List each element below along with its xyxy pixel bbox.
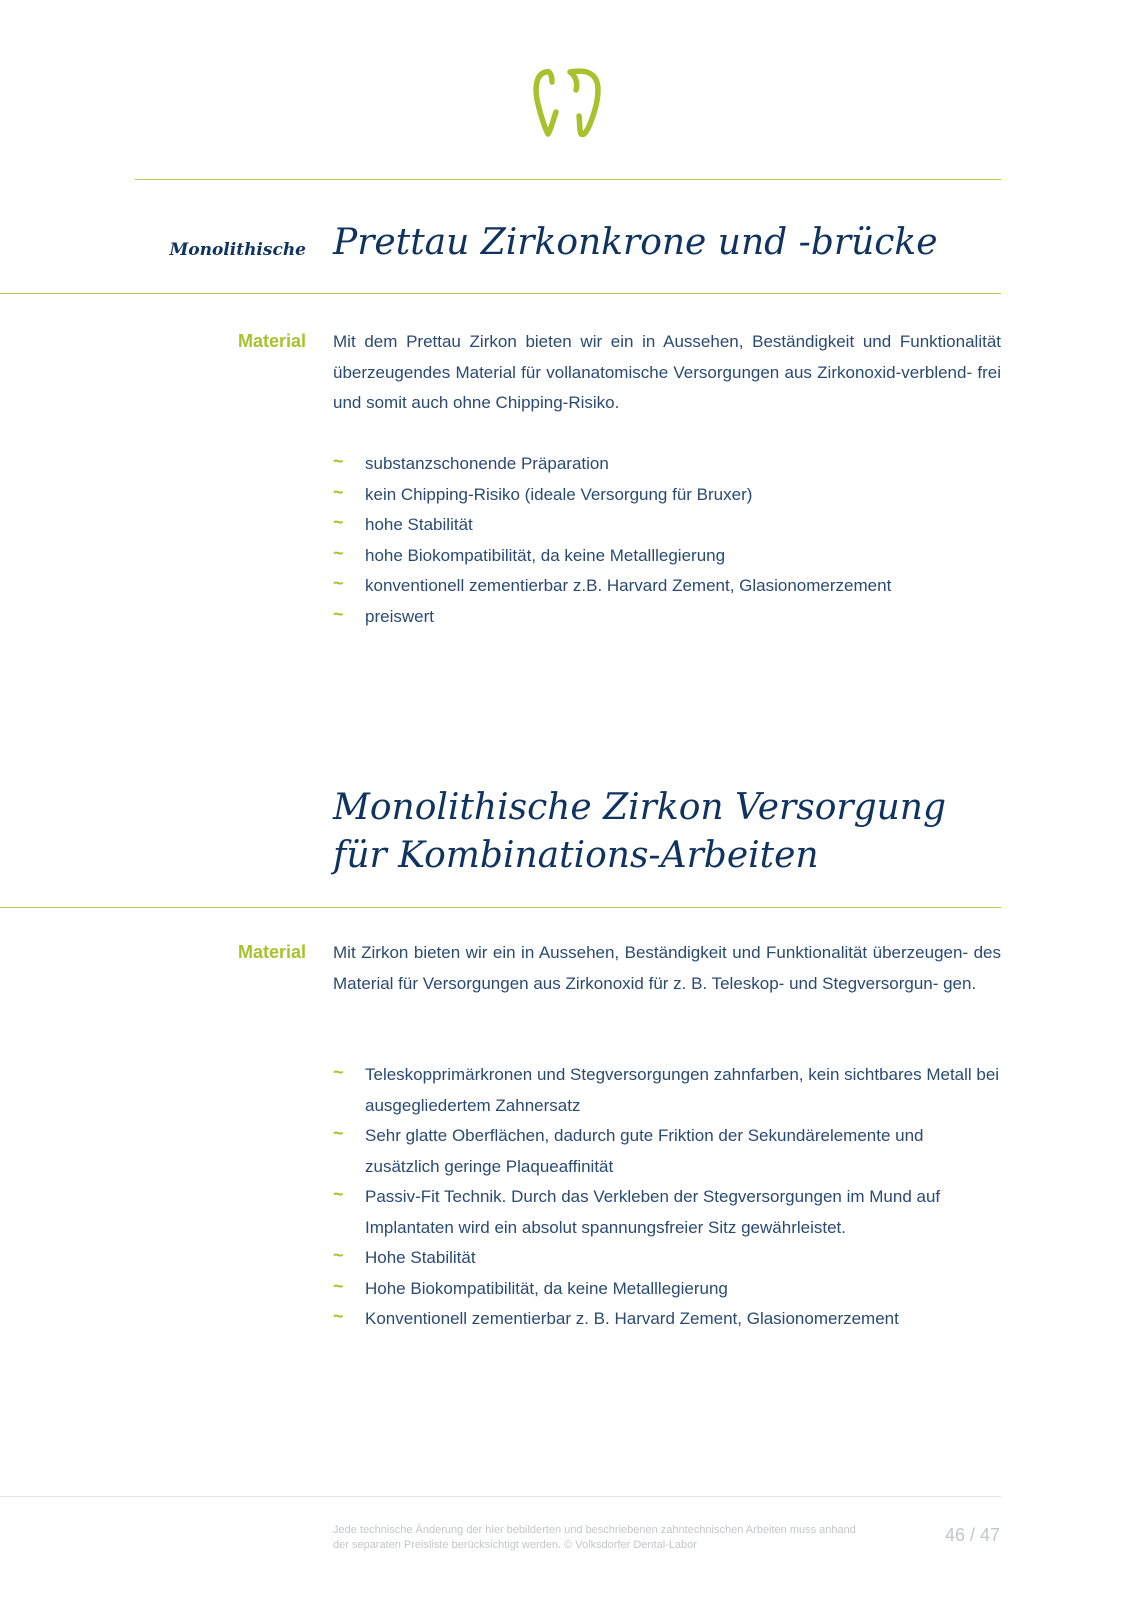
list-item: ~ Teleskopprimärkronen und Stegversorgungen zahnfarben, kein sichtbares Metall bei ausgegliedertem Zahnersatz xyxy=(333,1060,1001,1121)
tilde-icon: ~ xyxy=(333,1062,344,1082)
tooth-icon xyxy=(532,68,604,138)
section2-bullet-list xyxy=(333,1060,1001,1335)
tilde-icon: ~ xyxy=(333,542,344,563)
tilde-icon: ~ xyxy=(333,512,344,532)
tilde-icon: ~ xyxy=(333,603,344,624)
section1-material-label: Material xyxy=(237,331,306,351)
list-item: ~ Hohe Biokompatibilität, da keine Metalllegierung xyxy=(333,1274,1001,1305)
section1-divider xyxy=(0,293,1001,294)
page-number: 46 / 47 xyxy=(944,1525,1000,1545)
tilde-icon: ~ xyxy=(333,573,344,593)
list-item: ~ Sehr glatte Oberflächen, dadurch gute Friktion der Sekundärelemente und zusätzlich geringe Plaqueaffinität xyxy=(333,1121,1001,1182)
section2-description: Mit Zirkon bieten wir ein in Aussehen, Beständigkeit und Funktionalität überzeugen- des Material für Versorgungen aus Zirkonoxid für z. B. Teleskop- und Stegversorgun- gen. xyxy=(333,943,1001,993)
list-item: ~ Konventionell zementierbar z. B. Harvard Zement, Glasionomerzement xyxy=(333,1304,1001,1335)
tilde-icon: ~ xyxy=(333,1275,344,1296)
section1-bullet-list xyxy=(333,449,1001,632)
footer-disclaimer: Jede technische Änderung der hier bebilderten und beschriebenen zahntechnischen Arbeiten muss anhand der separaten Preisliste berücksichtigt werden. © Volksdorfer Dental-Labor xyxy=(333,1524,856,1551)
tilde-icon: ~ xyxy=(333,1306,344,1326)
list-item: ~ konventionell zementierbar z.B. Harvard Zement, Glasionomerzement xyxy=(333,571,1001,602)
tilde-icon: ~ xyxy=(333,481,344,502)
tilde-icon: ~ xyxy=(333,1245,344,1265)
list-item: ~ hohe Biokompatibilität, da keine Metalllegierung xyxy=(333,541,1001,572)
tilde-icon: ~ xyxy=(333,1123,344,1143)
tilde-icon: ~ xyxy=(333,1184,344,1204)
section2-divider xyxy=(0,907,1001,908)
section1-kicker: Monolithische xyxy=(169,240,306,260)
list-item: ~ Hohe Stabilität xyxy=(333,1243,1001,1274)
list-item: ~ Passiv-Fit Technik. Durch das Verkleben der Stegversorgungen im Mund auf Implantaten wird ein absolut spannungsfreier Sitz gewährleistet. xyxy=(333,1182,1001,1243)
section2-title-line1: Monolithische Zirkon Versorgung xyxy=(333,787,947,828)
section1-title: Prettau Zirkonkrone und -brücke xyxy=(333,222,938,263)
list-item: ~ preiswert xyxy=(333,602,1001,633)
footer-divider xyxy=(0,1496,1001,1497)
tilde-icon: ~ xyxy=(333,451,344,471)
list-item: ~ kein Chipping-Risiko (ideale Versorgung für Bruxer) xyxy=(333,480,1001,511)
section1-description: Mit dem Prettau Zirkon bieten wir ein in Aussehen, Beständigkeit und Funktionalität überzeugendes Material für vollanatomische Versorgungen aus Zirkonoxid-verblend- frei und somit auch ohne Chipping-Risiko. xyxy=(333,332,1001,412)
section2-title-line2: für Kombinations-Arbeiten xyxy=(333,835,819,876)
list-item: ~ substanzschonende Präparation xyxy=(333,449,1001,480)
section2-material-label: Material xyxy=(237,942,306,962)
list-item: ~ hohe Stabilität xyxy=(333,510,1001,541)
header-divider xyxy=(135,179,1001,180)
